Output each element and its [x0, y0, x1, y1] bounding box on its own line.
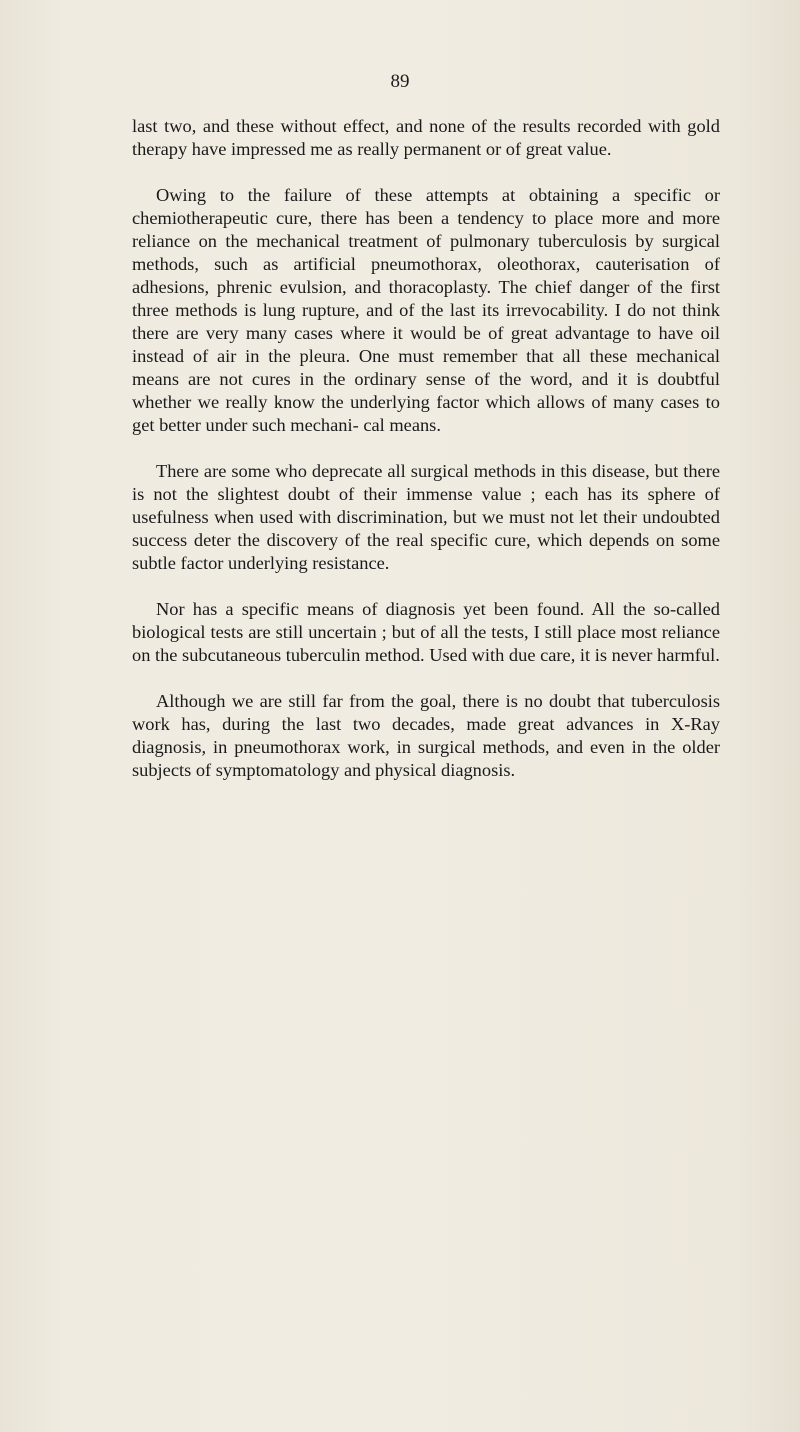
body-text — [132, 115, 720, 782]
paragraph-advances: Although we are still far from the goal, there is no doubt that tuberculosis work has, during the last two decades, made great advances in X-Ray diagnosis, in pneumothorax work, in surgical methods, and even in the older subjects of symptomatology and physical diagnosis. — [132, 691, 720, 780]
paragraph-diagnosis: Nor has a specific means of diagnosis yet been found. All the so-called biological tests are still uncertain ; but of all the tests, I still place most reliance on the subcutaneous tuberculin method. Used with due care, it is never harmful. — [132, 599, 720, 665]
paragraph-continuation: last two, and these without effect, and none of the results recorded with gold therapy have impressed me as really permanent or of great value. — [132, 116, 720, 159]
page-number: 89 — [390, 71, 410, 92]
paragraph-mechanical-treatment: Owing to the failure of these attempts at obtaining a specific or chemiotherapeutic cure, there has been a tendency to place more and more reliance on the mechanical treatment of pulmonary tuberculosis by surgical methods, such as artificial pneumothorax, oleothorax, cauterisation of adhesions, phrenic evulsion, and thoracoplasty. The chief danger of the first three methods is lung rupture, and of the last its irrevocability. I do not think there are very many cases where it would be of great advantage to have oil instead of air in the pleura. One must remember that all these mechanical means are not cures in the ordinary sense of the word, and it is doubtful whether we really know the underlying factor which allows of many cases to get better under such mechani- cal means. — [132, 185, 720, 435]
paragraph-surgical-methods: There are some who deprecate all surgical methods in this disease, but there is not the slightest doubt of their immense value ; each has its sphere of usefulness when used with discrimination, but we must not let their undoubted success deter the discovery of the real specific cure, which depends on some subtle factor underlying resistance. — [132, 461, 720, 573]
